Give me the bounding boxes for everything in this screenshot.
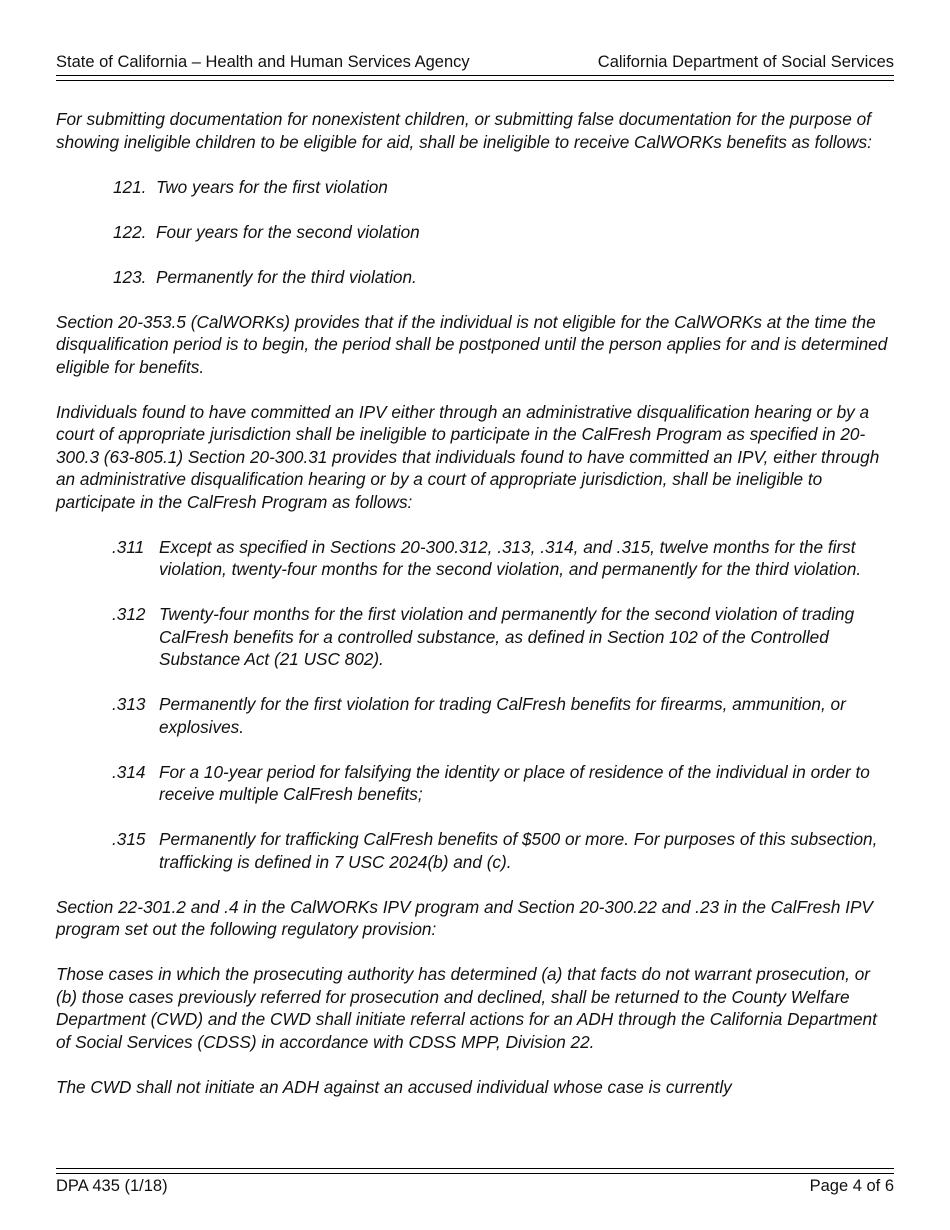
header-agency: State of California – Health and Human Services Agency: [56, 53, 470, 71]
regulation-text: Twenty-four months for the first violation and permanently for the second violation of trading CalFresh benefits for a controlled substance, as defined in Section 102 of the Controlled Substance Act (21 USC 802).: [159, 604, 855, 669]
regulation-number: .312: [112, 604, 146, 624]
section22-paragraph: Section 22-301.2 and .4 in the CalWORKs IPV program and Section 20-300.22 and .23 in the CalFresh IPV program set out the following regulatory provision:: [56, 896, 873, 939]
regulation-text: Permanently for the first violation for trading CalFresh benefits for firearms, ammunition, or explosives.: [159, 694, 846, 737]
list-item: [113, 266, 894, 289]
postpone-paragraph: Section 20-353.5 (CalWORKs) provides that if the individual is not eligible for the CalWORKs at the time the disqualification period is to begin, the period shall be postponed until the person applies for and is determined eligible for benefits.: [56, 311, 888, 377]
item-text: Permanently for the third violation.: [156, 266, 417, 287]
regulation-number: .315: [112, 829, 146, 849]
ipv-paragraph: Individuals found to have committed an IPV either through an administrative disqualification hearing or by a court of appropriate jurisdiction shall be ineligible to participate in the CalFresh Program as specified in 20-300.3 (63-805.1) Section 20-300.31 provides that individuals found to have committed an IPV, either through an administrative disqualification hearing or by a court of appropriate jurisdiction, shall be ineligible to participate in the CalFresh Program as follows:: [56, 401, 880, 512]
regulation-text: Except as specified in Sections 20-300.312, .313, .314, and .315, twelve months for the first violation, twenty-four months for the second violation, and permanently for the third violation.: [159, 536, 862, 579]
regulation-text: For a 10-year period for falsifying the identity or place of residence of the individual in order to receive multiple CalFresh benefits;: [159, 761, 870, 804]
item-number: 121.: [113, 176, 147, 197]
intro-paragraph: For submitting documentation for nonexistent children, or submitting false documentation for the purpose of showing ineligible children to be eligible for aid, shall be ineligible to receive CalWORKs benefits as follows:: [56, 109, 872, 152]
block-quote-cwd: The CWD shall not initiate an ADH against an accused individual whose case is currently: [56, 1076, 732, 1097]
calfresh-penalty-list: [56, 536, 894, 874]
item-number: 123.: [113, 266, 147, 287]
regulation-number: .311: [112, 536, 145, 557]
list-item: [113, 176, 894, 199]
regulation-item: [112, 761, 894, 806]
header-rule: [56, 75, 894, 81]
footer-rule: [56, 1168, 894, 1174]
regulation-text: Permanently for trafficking CalFresh benefits of $500 or more. For purposes of this subsection, trafficking is defined in 7 USC 2024(b) and (c).: [159, 829, 878, 872]
list-item: [113, 221, 894, 244]
document-body: [56, 108, 894, 1121]
item-text: Two years for the first violation: [156, 176, 388, 197]
regulation-item: [112, 693, 894, 738]
regulation-number: .314: [112, 761, 146, 782]
regulation-item: [112, 603, 894, 671]
block-quote-cases: Those cases in which the prosecuting authority has determined (a) that facts do not warrant prosecution, or (b) those cases previously referred for prosecution and declined, shall be returned to the County Welfare Department (CWD) and the CWD shall initiate referral actions for an ADH through the California Department of Social Services (CDSS) in accordance with CDSS MPP, Division 22.: [56, 964, 877, 1052]
header-department: California Department of Social Services: [597, 53, 894, 71]
calworks-penalty-list: [56, 176, 894, 289]
item-number: 122.: [113, 221, 147, 242]
page-header: [56, 52, 894, 72]
page-footer: [56, 1176, 894, 1196]
item-text: Four years for the second violation: [156, 221, 420, 242]
form-number: DPA 435 (1/18): [56, 1177, 168, 1195]
page-number: Page 4 of 6: [809, 1177, 894, 1195]
regulation-item: [112, 536, 894, 581]
regulation-number: .313: [112, 694, 146, 714]
regulation-item: [112, 828, 894, 873]
